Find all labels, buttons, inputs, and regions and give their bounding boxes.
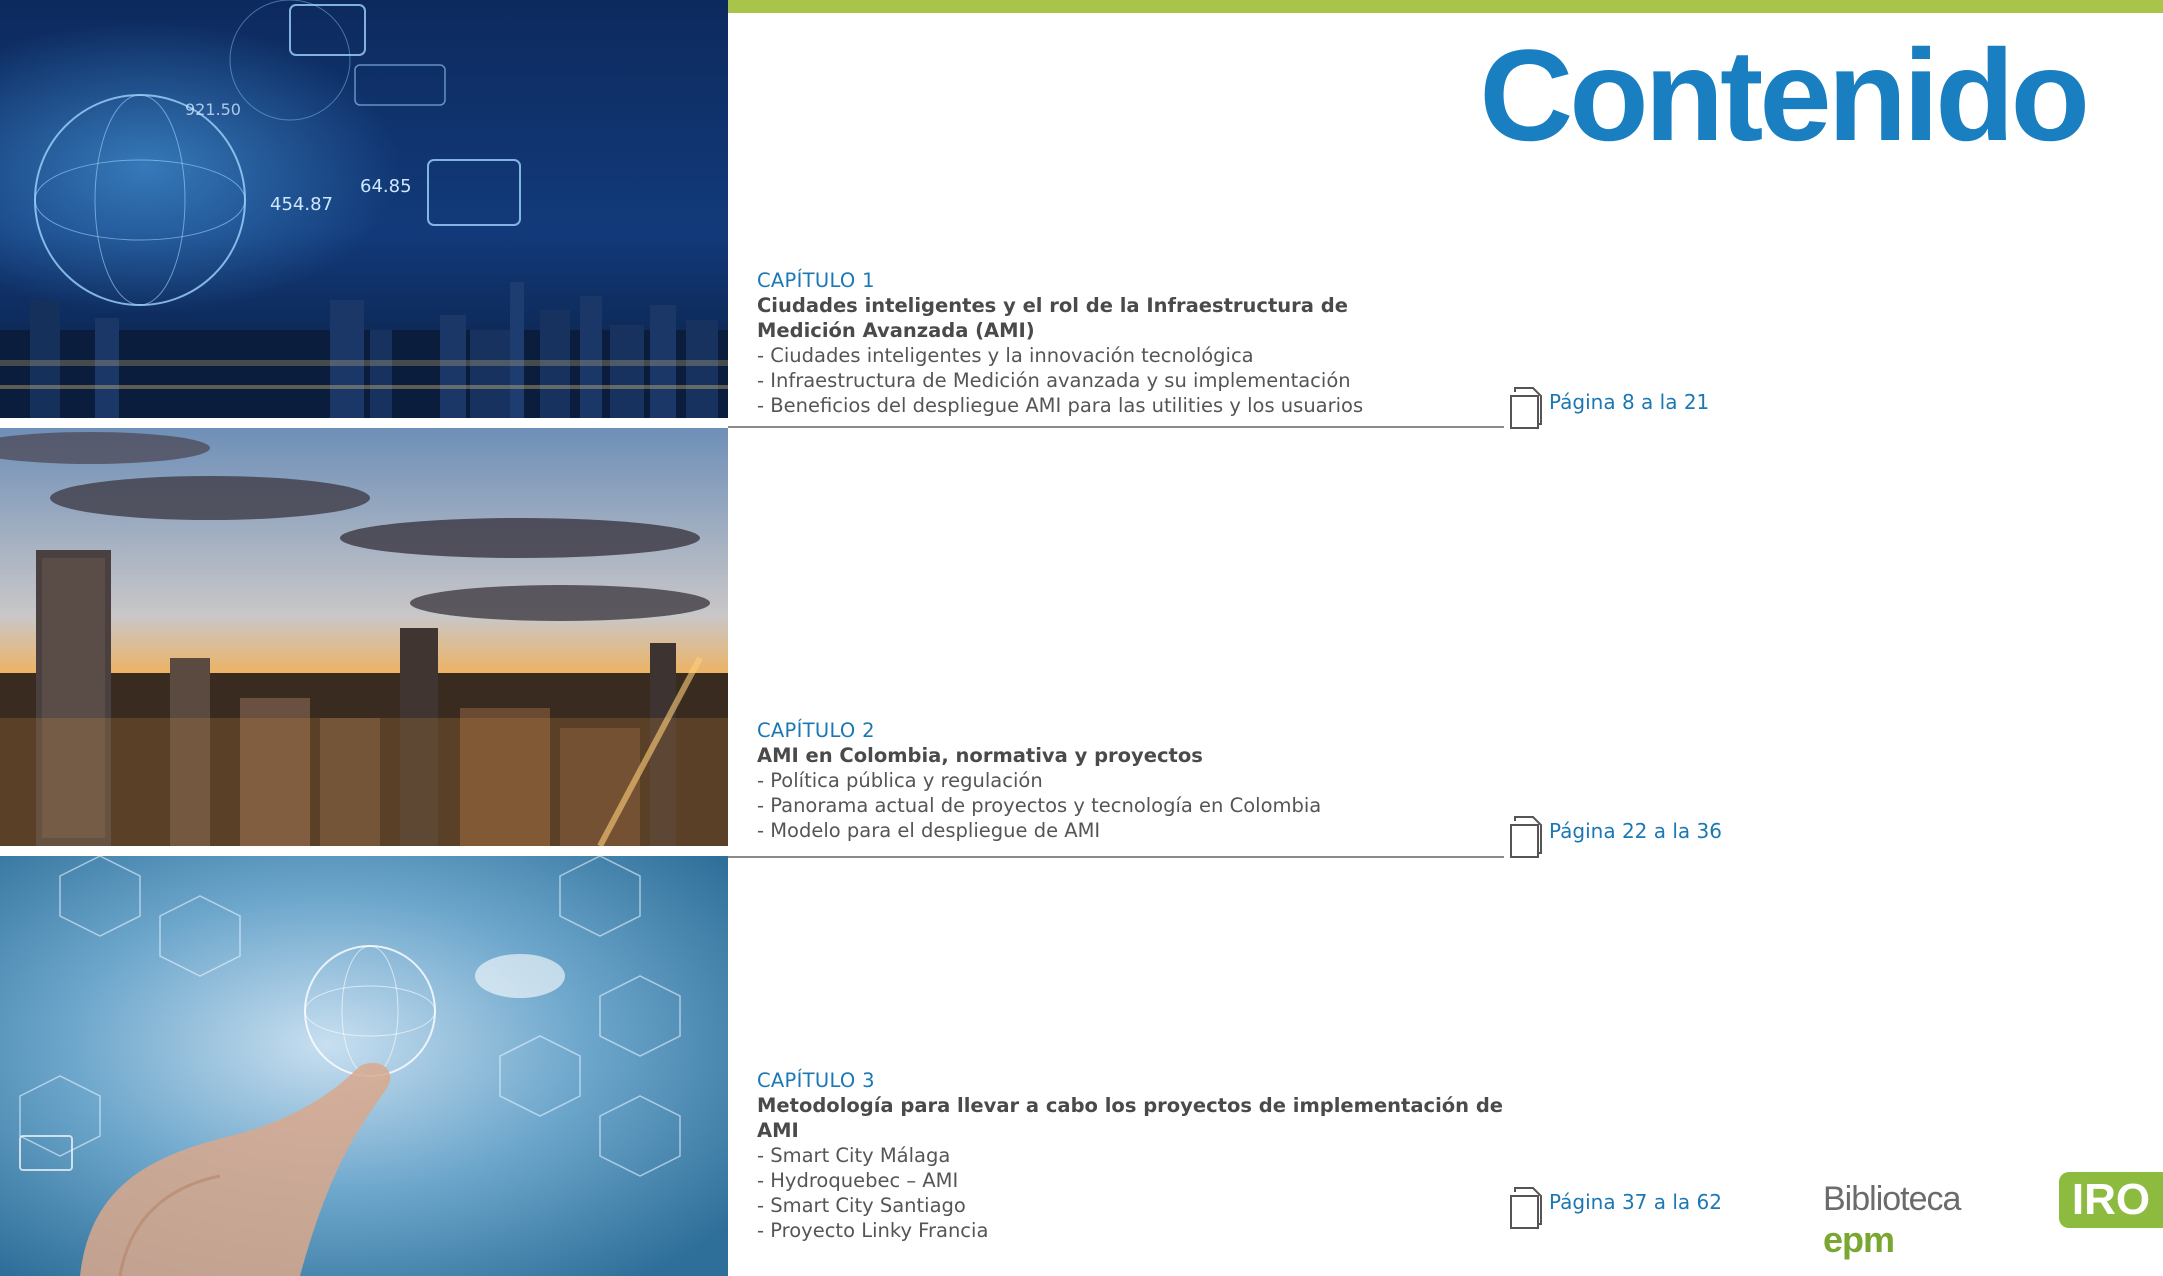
chapter-1-topic: - Infraestructura de Medición avanzada y su implementación xyxy=(757,369,1351,392)
page-title: Contenido xyxy=(1479,22,2086,168)
chapter-2-title[interactable]: AMI en Colombia, normativa y proyectos xyxy=(757,744,1203,767)
chapter-1-label: CAPÍTULO 1 xyxy=(757,269,875,292)
chapter-1-topic: - Beneficios del despliegue AMI para las utilities y los usuarios xyxy=(757,394,1364,417)
chapter-3-topic: - Smart City Málaga xyxy=(757,1144,951,1167)
document-page-icon xyxy=(1508,815,1542,859)
chapter-2-topic: - Política pública y regulación xyxy=(757,769,1043,792)
brand-badge: IRO xyxy=(2059,1172,2163,1228)
chapter-1-image xyxy=(0,0,728,418)
chapter-2-image xyxy=(0,428,728,846)
svg-text:921.50: 921.50 xyxy=(185,100,241,119)
chapter-3-topics xyxy=(757,1143,1517,1243)
chapter-1-topics xyxy=(757,343,1367,418)
brand-epm-text: epm xyxy=(1823,1219,1895,1260)
chapter-3-topic: - Hydroquebec – AMI xyxy=(757,1169,959,1192)
chapter-2-label: CAPÍTULO 2 xyxy=(757,719,875,742)
chapter-1-divider xyxy=(728,426,1504,428)
chapter-3-topic: - Smart City Santiago xyxy=(757,1194,966,1217)
chapter-3-label: CAPÍTULO 3 xyxy=(757,1069,875,1092)
chapter-1-topic: - Ciudades inteligentes y la innovación tecnológica xyxy=(757,344,1254,367)
svg-text:64.85: 64.85 xyxy=(360,176,412,197)
brand-biblioteca-text: Biblioteca xyxy=(1823,1180,1961,1218)
chapter-3-title[interactable]: Metodología para llevar a cabo los proyectos de implementación de AMI xyxy=(757,1094,1504,1142)
chapter-3-page-range[interactable]: Página 37 a la 62 xyxy=(1549,1190,1722,1214)
brand-logo xyxy=(1823,1172,2163,1260)
chapter-1-page-range[interactable]: Página 8 a la 21 xyxy=(1549,390,1710,414)
chapter-2-topic: - Modelo para el despliegue de AMI xyxy=(757,819,1101,842)
document-page-icon xyxy=(1508,1186,1542,1230)
chapter-3-image xyxy=(0,856,728,1276)
chapter-1-title[interactable]: Ciudades inteligentes y el rol de la Infraestructura de Medición Avanzada (AMI) xyxy=(757,294,1348,342)
chapter-1-entry xyxy=(757,268,1367,418)
chapter-2-topics xyxy=(757,768,1417,843)
brand-wordmark xyxy=(1823,1180,2035,1261)
chapter-2-page-range[interactable]: Página 22 a la 36 xyxy=(1549,819,1722,843)
chapter-2-divider xyxy=(728,856,1504,858)
svg-text:454.87: 454.87 xyxy=(270,194,333,215)
chapter-3-topic: - Proyecto Linky Francia xyxy=(757,1219,989,1242)
chapter-3-entry xyxy=(757,1068,1517,1243)
top-accent-bar xyxy=(728,0,2163,13)
chapter-2-topic: - Panorama actual de proyectos y tecnología en Colombia xyxy=(757,794,1322,817)
document-page-icon xyxy=(1508,386,1542,430)
chapter-2-entry xyxy=(757,718,1417,843)
